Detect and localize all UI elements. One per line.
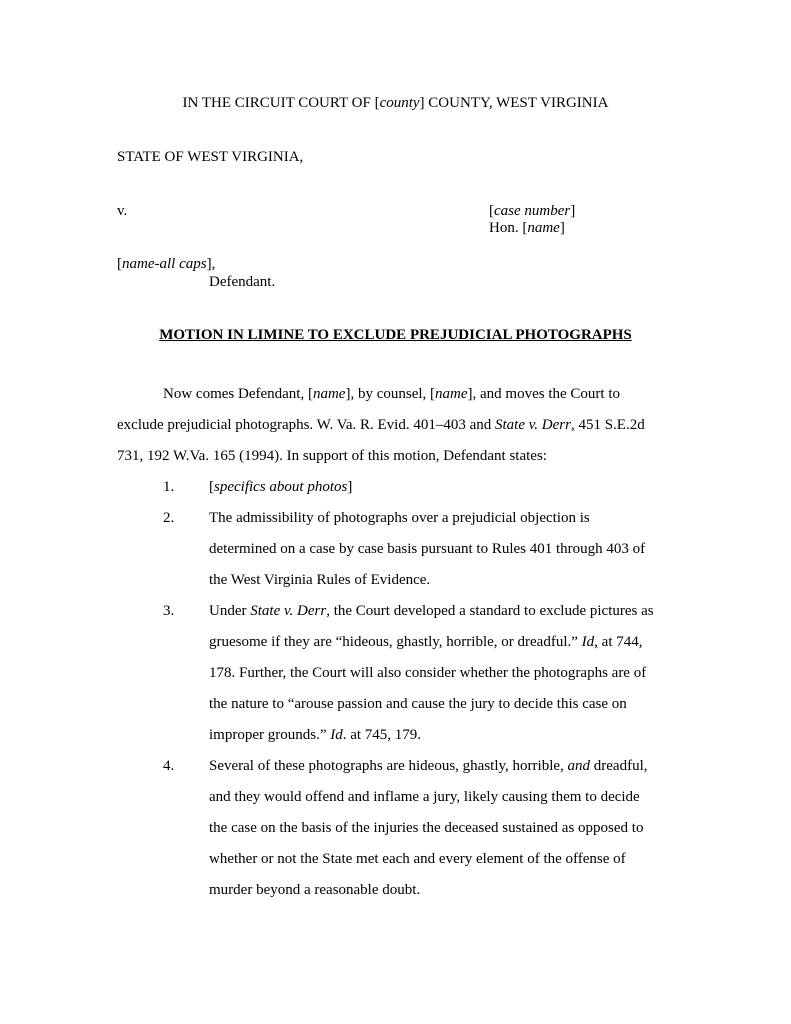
intro-line-3: 731, 192 W.Va. 165 (1994). In support of this motion, Defendant states: [117,448,547,464]
item-3-line-5: improper grounds.” Id. at 745, 179. [209,727,422,743]
court-heading: IN THE CIRCUIT COURT OF [county] COUNTY, WEST VIRGINIA [182,95,609,111]
item-2-line-1: The admissibility of photographs over a prejudicial objection is [209,510,590,526]
motion-title: MOTION IN LIMINE TO EXCLUDE PREJUDICIAL PHOTOGRAPHS [159,327,632,343]
item-4-line-1: Several of these photographs are hideous, ghastly, horrible, and dreadful, [209,758,648,774]
item-number-1: 1. [163,479,175,495]
intro-line-2: exclude prejudicial photographs. W. Va. R. Evid. 401–403 and State v. Derr, 451 S.E.2d [117,417,645,433]
state-party: STATE OF WEST VIRGINIA, [117,149,304,165]
judge-name: Hon. [name] [489,220,565,236]
versus-label: v. [117,203,128,219]
item-3-line-3: 178. Further, the Court will also consider whether the photographs are of [209,665,647,681]
item-3-line-2: gruesome if they are “hideous, ghastly, horrible, or dreadful.” Id, at 744, [209,634,643,650]
item-3-line-4: the nature to “arouse passion and cause the jury to decide this case on [209,696,627,712]
item-2-line-2: determined on a case by case basis pursuant to Rules 401 through 403 of [209,541,646,557]
county-placeholder: county [379,95,420,111]
item-4-line-4: whether or not the State met each and every element of the offense of [209,851,626,867]
item-1-text: [specifics about photos] [209,479,353,495]
case-number: [case number] [489,203,576,219]
item-3-line-1: Under State v. Derr, the Court developed a standard to exclude pictures as [209,603,654,619]
item-4-line-5: murder beyond a reasonable doubt. [209,882,421,898]
defendant-label: Defendant. [209,274,276,290]
item-4-line-3: the case on the basis of the injuries the deceased sustained as opposed to [209,820,644,836]
item-number-2: 2. [163,510,175,526]
defendant-name: [name-all caps], [117,256,216,272]
intro-line-1: Now comes Defendant, [name], by counsel, [name], and moves the Court to [163,386,620,402]
item-number-3: 3. [163,603,175,619]
item-4-line-2: and they would offend and inflame a jury, likely causing them to decide [209,789,640,805]
item-number-4: 4. [163,758,175,774]
item-2-line-3: the West Virginia Rules of Evidence. [209,572,431,588]
